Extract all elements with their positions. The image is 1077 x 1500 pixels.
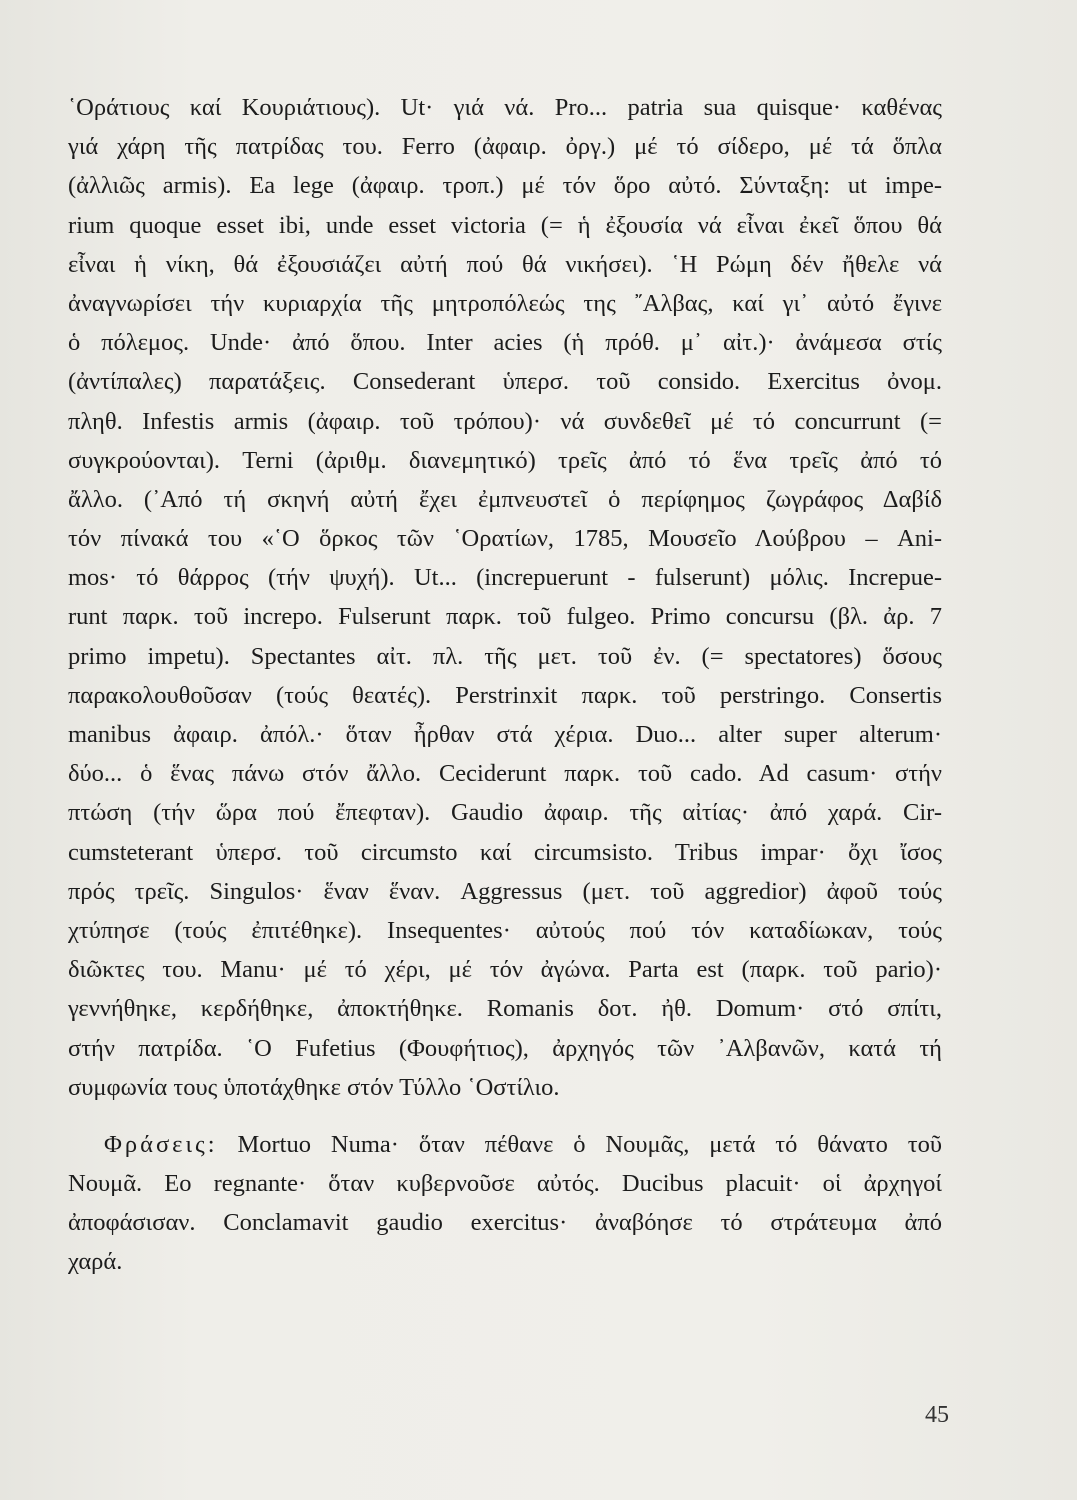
text-line: Νουμᾶ. Eo regnante· ὅταν κυβερνοῦσε αὐτός. Ducibus placuit· οἱ ἀρχηγοί — [68, 1170, 942, 1198]
text-line: (ἀντίπαλες) παρατάξεις. Consederant ὑπερσ. τοῦ consido. Exercitus ὀνομ. — [68, 368, 942, 396]
text-line: διῶκτες του. Manu· μέ τό χέρι, μέ τόν ἀγώνα. Parta est (παρκ. τοῦ pario)· — [68, 956, 942, 984]
paragraph-gap — [68, 1107, 942, 1125]
phrases-heading: Φράσεις: — [104, 1130, 218, 1158]
text-line: πτώση (τήν ὥρα πού ἔπεφταν). Gaudio ἀφαιρ. τῆς αἰτίας· ἀπό χαρά. Cir- — [68, 799, 942, 827]
text-line: χαρά. — [68, 1248, 123, 1276]
text-line: χτύπησε (τούς ἐπιτέθηκε). Insequentes· αὐτούς πού τόν καταδίωκαν, τούς — [68, 916, 942, 944]
text-line: ἀποφάσισαν. Conclamavit gaudio exercitus· ἀναβόησε τό στράτευμα ἀπό — [68, 1209, 942, 1237]
text-line: (ἀλλιῶς armis). Ea lege (ἀφαιρ. τροπ.) μέ τόν ὅρο αὐτό. Σύνταξη: ut impe- — [68, 172, 942, 200]
text-line: ῾Οράτιους καί Κουριάτιους). Ut· γιά νά. Pro... patria sua quisque· καθένας — [68, 94, 942, 121]
text-line: primo impetu). Spectantes αἰτ. πλ. τῆς μετ. τοῦ ἐν. (= spectatores) ὅσους — [68, 642, 942, 670]
phrases-first-line-text: Mortuo Numa· ὅταν πέθανε ὁ Νουμᾶς, μετά τό θάνατο τοῦ — [217, 1130, 942, 1158]
text-line: συμφωνία τους ὑποτάχθηκε στόν Τύλλο ῾Οστίλιο. — [68, 1073, 560, 1101]
text-line: συγκρούονται). Terni (ἀριθμ. διανεμητικό) τρεῖς ἀπό τό ἕνα τρεῖς ἀπό τό — [68, 446, 942, 474]
text-line: ἀναγνωρίσει τήν κυριαρχία τῆς μητροπόλεώς της ῎Αλβας, καί γι᾽ αὐτό ἔγινε — [68, 289, 942, 317]
text-line: στήν πατρίδα. ῾Ο Fufetius (Φουφήτιος), ἀρχηγός τῶν ᾽Αλβανῶν, κατά τή — [68, 1034, 942, 1062]
text-line: πληθ. Infestis armis (ἀφαιρ. τοῦ τρόπου)· νά συνδεθεῖ μέ τό concurrunt (= — [68, 407, 942, 435]
text-line: mos· τό θάρρος (τήν ψυχή). Ut... (increpuerunt - fulserunt) μόλις. Increpue- — [68, 564, 942, 592]
text-line: rium quoque esset ibi, unde esset victoria (= ἡ ἐξουσία νά εἶναι ἐκεῖ ὅπου θά — [68, 211, 942, 239]
text-line: παρακολουθοῦσαν (τούς θεατές). Perstrinxit παρκ. τοῦ perstringo. Consertis — [68, 681, 942, 709]
text-line: πρός τρεῖς. Singulos· ἕναν ἕναν. Aggressus (μετ. τοῦ aggredior) ἀφοῦ τούς — [68, 877, 942, 905]
text-line: γεννήθηκε, κερδήθηκε, ἀποκτήθηκε. Romanis δοτ. ἠθ. Domum· στό σπίτι, — [68, 995, 942, 1023]
text-line: cumsteterant ὑπερσ. τοῦ circumsto καί circumsisto. Tribus impar· ὄχι ἴσος — [68, 838, 942, 866]
text-line: εἶναι ἡ νίκη, θά ἐξουσιάζει αὐτή πού θά νικήσει). ῾Η Ρώμη δέν ἤθελε νά — [68, 250, 942, 278]
text-line: manibus ἀφαιρ. ἀπόλ.· ὅταν ἦρθαν στά χέρια. Duo... alter super alterum· — [68, 721, 942, 748]
phrases-first-line — [68, 1125, 942, 1164]
phrases-paragraph — [68, 1125, 942, 1282]
text-line: τόν πίνακά του «῾Ο ὅρκος τῶν ῾Ορατίων, 1785, Μουσεῖο Λούβρου – Ani- — [68, 525, 942, 553]
text-line: ὁ πόλεμος. Unde· ἀπό ὅπου. Inter acies (ἡ πρόθ. μ᾽ αἰτ.)· ἀνάμεσα στίς — [68, 329, 942, 357]
text-line: δύο... ὁ ἕνας πάνω στόν ἄλλο. Ceciderunt παρκ. τοῦ cado. Ad casum· στήν — [68, 760, 942, 788]
text-line: ἄλλο. (᾽Από τή σκηνή αὐτή ἔχει ἐμπνευστεῖ ὁ περίφημος ζωγράφος Δαβίδ — [68, 485, 942, 513]
commentary-paragraph — [68, 88, 942, 1107]
text-line: γιά χάρη τῆς πατρίδας του. Ferro (ἀφαιρ. ὀργ.) μέ τό σίδερο, μέ τά ὅπλα — [68, 133, 942, 161]
main-text — [68, 88, 942, 1282]
page-number: 45 — [925, 1402, 949, 1428]
text-line: runt παρκ. τοῦ increpo. Fulserunt παρκ. τοῦ fulgeo. Primo concursu (βλ. ἀρ. 7 — [68, 603, 942, 631]
